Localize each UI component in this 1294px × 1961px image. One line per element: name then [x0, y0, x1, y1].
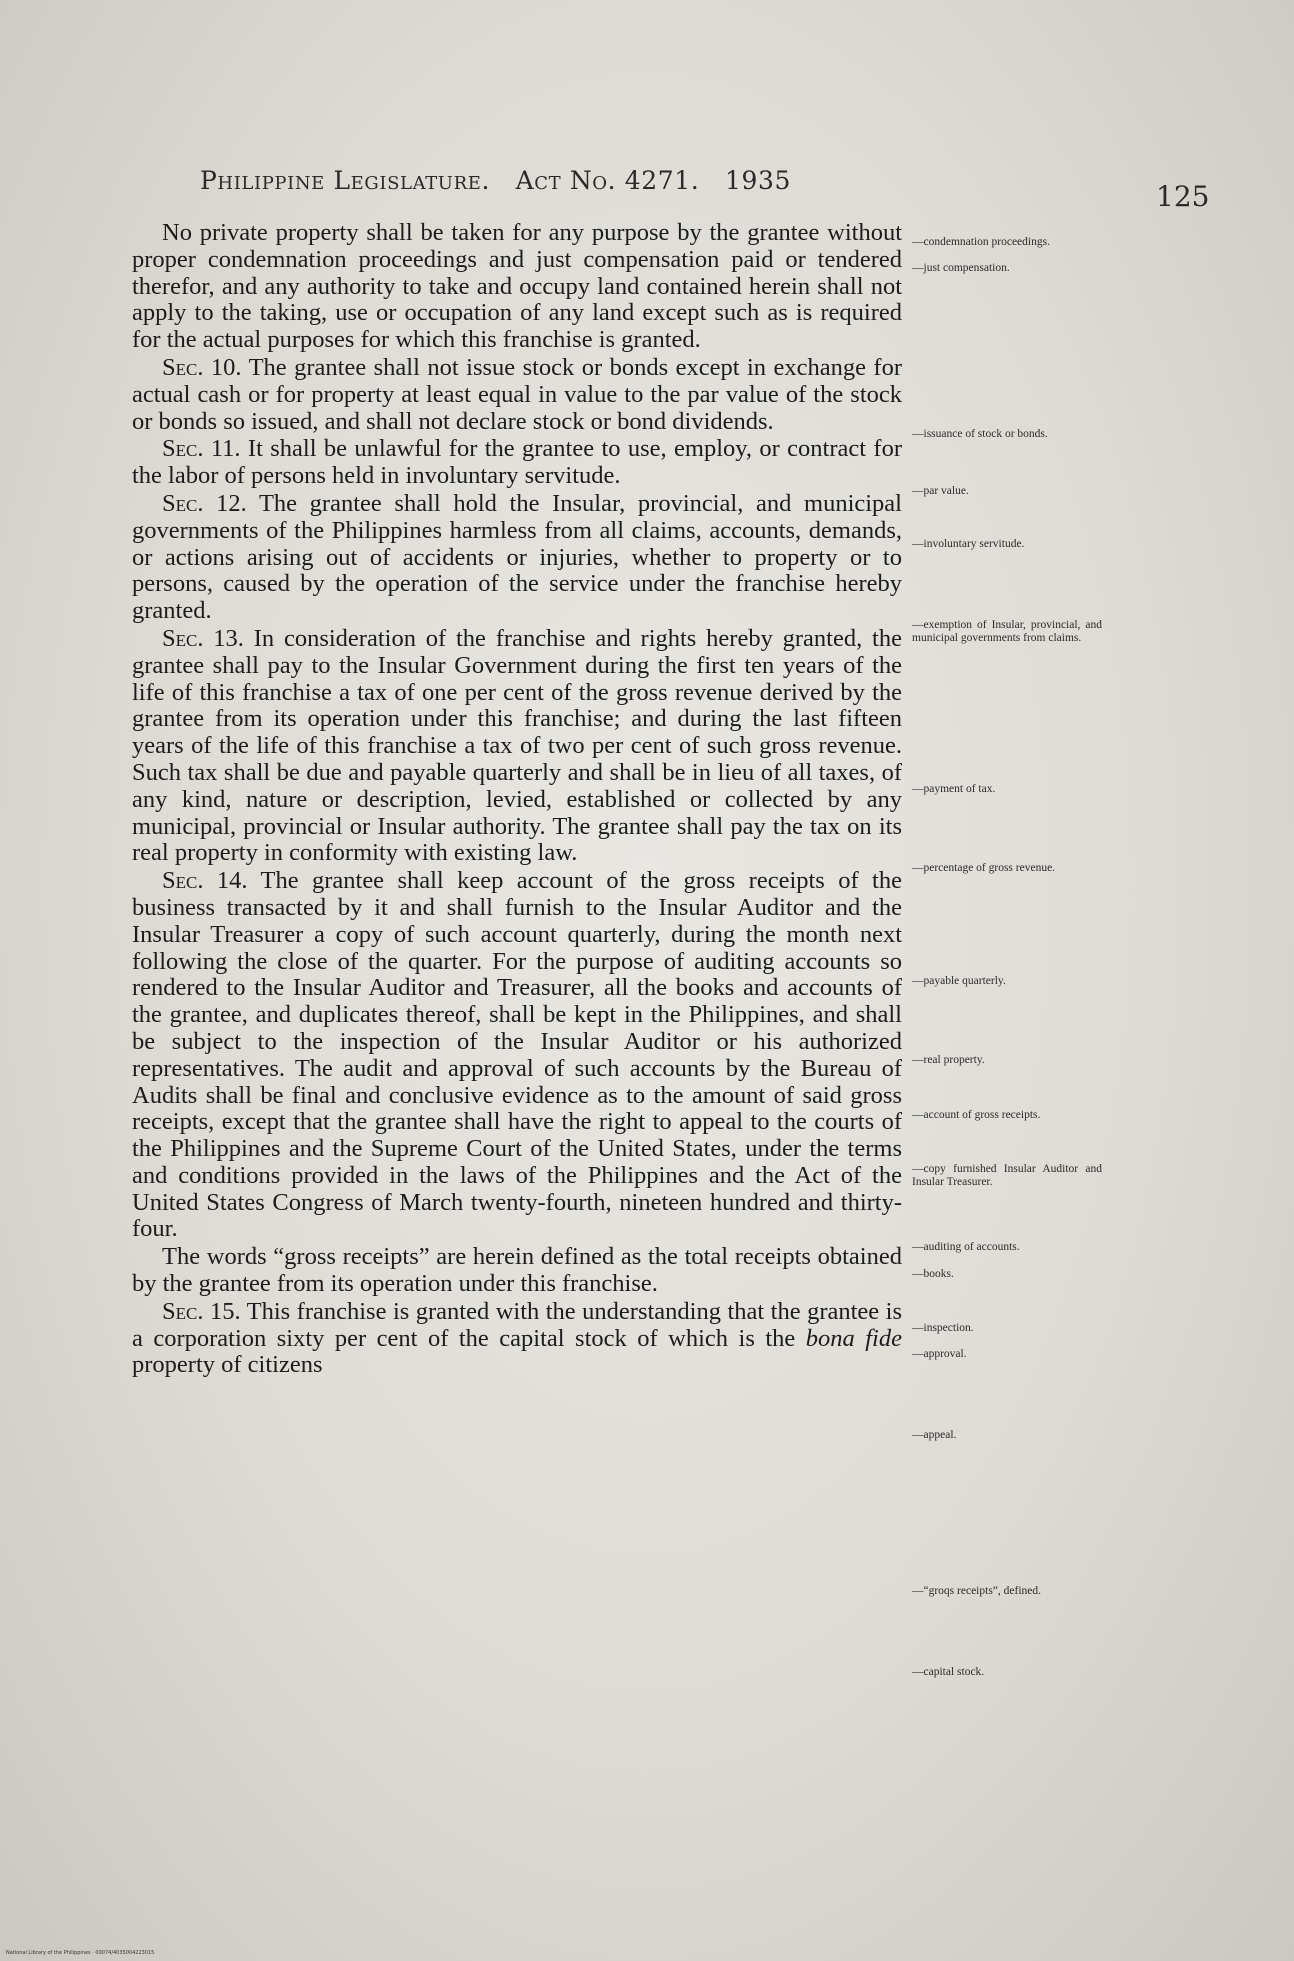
section-label: Sec. 14.: [162, 867, 248, 895]
section-11: [132, 436, 902, 490]
section-label: Sec. 13.: [162, 624, 244, 652]
margin-note: —involuntary servitude.: [912, 538, 1025, 550]
margin-note: —inspection.: [912, 1322, 974, 1334]
margin-note: —just compensation.: [912, 262, 1010, 274]
running-header: [200, 166, 791, 195]
section-14: [132, 868, 902, 1243]
paragraph-text: No private property shall be taken for any purpose by the grantee without proper condemnation proceedings and just compensation paid or tendered therefor, and any authority to take and occupy land contained herein shall not apply to the taking, use or occupation of any land except such as is required for the actual purposes for which this franchise is granted.: [132, 219, 902, 354]
header-title: Philippine Legislature.: [200, 166, 491, 195]
header-act: Act No. 4271.: [515, 166, 700, 195]
margin-note: —account of gross receipts.: [912, 1109, 1041, 1121]
margin-note: —appeal.: [912, 1429, 957, 1441]
margin-note: —issuance of stock or bonds.: [912, 428, 1048, 440]
section-text: The grantee shall hold the Insular, provincial, and municipal governments of the Philippines harmless from all claims, accounts, demands, or actions arising out of accidents or injuries, whether to property or to persons, caused by the operation of the service under the franchise hereby granted.: [132, 489, 902, 625]
header-year: 1935: [724, 166, 792, 195]
section-text: It shall be unlawful for the grantee to use, employ, or contract for the labor of persons held in involuntary servitude.: [132, 435, 902, 490]
paragraph-condemnation: [132, 220, 902, 354]
section-text: This franchise is granted with the understanding that the grantee is a corporation sixty per cent of the capital stock of which is the: [132, 1297, 903, 1352]
paragraph-gross-receipts: [132, 1244, 902, 1298]
margin-note: —payable quarterly.: [912, 975, 1006, 987]
section-label: Sec. 15.: [162, 1297, 241, 1325]
section-text: The grantee shall keep account of the gross receipts of the business transacted by it and shall furnish to the Insular Auditor and the Insular Treasurer a copy of such account quarterly, during the month next following the close of the quarter. For the purpose of auditing accounts so rendered to the Insular Auditor and Treasurer, all the books and accounts of the grantee, and duplicates thereof, shall be kept in the Philippines, and shall be subject to the inspection of the Insular Auditor or his authorized representatives. The audit and approval of such accounts by the Bureau of Audits shall be final and conclusive evidence as to the amount of said gross receipts, except that the grantee shall have the right to appeal to the courts of the Philippines and the Supreme Court of the United States, under the terms and conditions provided in the laws of the Philippines and the Act of the United States Congress of March twenty-fourth, nineteen hundred and thirty-four.: [132, 867, 902, 1243]
section-label: Sec. 10.: [162, 353, 242, 381]
page-number: 125: [1156, 180, 1210, 213]
margin-note: —copy furnished Insular Auditor and Insular Treasurer.: [912, 1163, 1102, 1188]
margin-note: —books.: [912, 1268, 954, 1280]
margin-note: —capital stock.: [912, 1666, 985, 1678]
section-label: Sec. 12.: [162, 489, 247, 517]
margin-note: —approval.: [912, 1348, 967, 1360]
margin-note: —condemnation proceedings.: [912, 236, 1050, 248]
marginal-notes: [912, 0, 1102, 1961]
margin-note: —real property.: [912, 1054, 985, 1066]
margin-note: —percentage of gross revenue.: [912, 862, 1056, 874]
margin-note: —“groqs receipts”, defined.: [912, 1585, 1042, 1597]
margin-note: —par value.: [912, 485, 969, 497]
section-13: [132, 626, 902, 867]
section-10: [132, 355, 902, 435]
margin-note: —payment of tax.: [912, 783, 996, 795]
section-15: [132, 1299, 902, 1379]
section-text: In consideration of the franchise and rights hereby granted, the grantee shall pay to the Insular Government during the first ten years of the life of this franchise a tax of one per cent of the gross revenue derived by the grantee from its operation under this franchise; and during the last fifteen years of the life of this franchise a tax of two per cent of such gross revenue. Such tax shall be due and payable quarterly and shall be in lieu of all taxes, of any kind, nature or description, levied, established or collected by any municipal, provincial or Insular authority. The grantee shall pay the tax on its real property in conformity with existing law.: [132, 624, 902, 867]
scan-footer: National Library of the Philippines · 00074/4035004223015: [6, 1950, 155, 1956]
section-12: [132, 491, 902, 625]
paragraph-text: The words “gross receipts” are herein defined as the total receipts obtained by the grantee from its operation under this franchise.: [132, 1243, 902, 1298]
section-text-italic: bona fide: [805, 1324, 902, 1352]
section-label: Sec. 11.: [162, 435, 241, 463]
margin-note: —auditing of accounts.: [912, 1241, 1020, 1253]
section-text: property of citizens: [132, 1351, 323, 1379]
margin-note: —exemption of Insular, provincial, and municipal governments from claims.: [912, 619, 1102, 644]
section-text: The grantee shall not issue stock or bonds except in exchange for actual cash or for property at least equal in value to the par value of the stock or bonds so issued, and shall not declare stock or bond dividends.: [132, 353, 902, 435]
body-text: [132, 220, 902, 1380]
